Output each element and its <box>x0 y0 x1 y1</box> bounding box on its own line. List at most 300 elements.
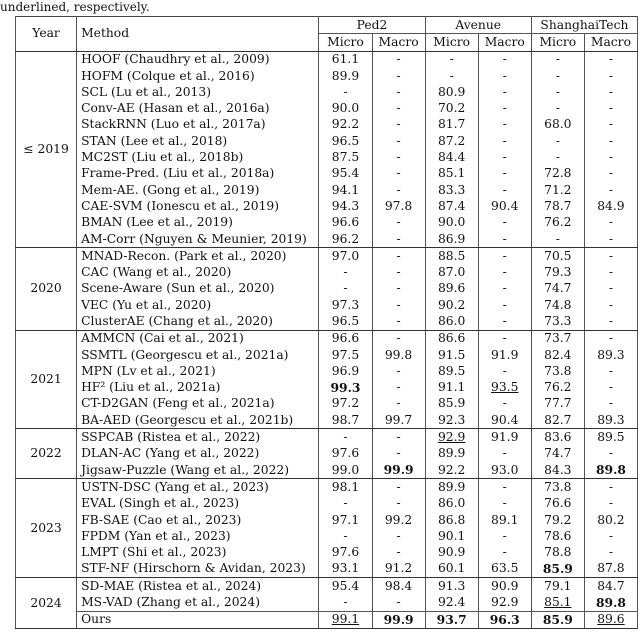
score-cell <box>319 313 372 330</box>
subheader-micro: Micro <box>319 34 372 51</box>
score-value: - <box>396 331 401 346</box>
score-value: 60.1 <box>437 561 466 576</box>
score-value: - <box>396 265 401 280</box>
score-value: 63.5 <box>491 561 519 576</box>
score-cell <box>372 51 425 68</box>
results-table <box>15 16 638 629</box>
score-value: - <box>502 281 507 296</box>
score-value: - <box>502 166 507 181</box>
score-value: - <box>608 231 613 246</box>
method-cell: CAE-SVM (Ionescu et al., 2019) <box>77 198 319 214</box>
score-cell <box>584 313 637 330</box>
header-ped2: Ped2 <box>319 17 425 34</box>
score-cell <box>425 611 478 628</box>
score-value: 79.1 <box>544 578 572 593</box>
score-cell <box>372 133 425 149</box>
score-value: - <box>396 396 401 411</box>
score-cell <box>531 479 584 496</box>
score-cell <box>478 330 531 347</box>
score-value: - <box>555 101 560 116</box>
score-value: 96.6 <box>331 331 360 346</box>
score-cell <box>319 396 372 412</box>
score-value: - <box>396 430 401 445</box>
table-row-ours <box>16 611 638 628</box>
score-cell <box>425 166 478 182</box>
method-cell: STAN (Lee et al., 2018) <box>77 133 319 149</box>
score-value: - <box>608 297 613 312</box>
score-cell <box>478 611 531 628</box>
score-value: 89.6 <box>437 281 466 296</box>
score-cell <box>478 446 531 462</box>
score-value: 90.9 <box>437 545 466 560</box>
score-value: 87.0 <box>437 265 466 280</box>
score-cell <box>584 330 637 347</box>
score-value: 96.3 <box>489 611 520 627</box>
score-value: 86.6 <box>437 331 466 346</box>
score-cell <box>319 479 372 496</box>
score-value: 99.2 <box>384 512 413 527</box>
score-value: - <box>608 363 613 378</box>
score-cell <box>584 68 637 84</box>
year-cell: 2021 <box>16 330 77 429</box>
score-cell <box>478 545 531 561</box>
method-cell: MNAD-Recon. (Park et al., 2020) <box>77 248 319 265</box>
score-value: - <box>343 430 348 445</box>
score-value: 95.4 <box>331 166 360 181</box>
score-cell <box>531 412 584 429</box>
score-value: 97.1 <box>331 512 360 527</box>
header-method: Method <box>77 17 319 52</box>
score-cell <box>584 264 637 280</box>
score-cell <box>531 528 584 544</box>
table-row <box>16 84 638 100</box>
score-cell <box>372 594 425 611</box>
score-cell <box>478 68 531 84</box>
score-cell <box>478 215 531 231</box>
score-value: 92.4 <box>437 595 466 610</box>
score-value: - <box>502 68 507 83</box>
score-value: - <box>555 68 560 83</box>
score-value: 89.5 <box>437 363 466 378</box>
score-cell <box>372 545 425 561</box>
score-value: 80.9 <box>437 84 466 99</box>
score-value: 70.5 <box>544 248 572 263</box>
score-cell <box>425 561 478 578</box>
score-cell <box>372 396 425 412</box>
score-value: 89.9 <box>331 68 360 83</box>
score-value: 90.4 <box>491 412 519 427</box>
score-value: - <box>343 496 348 511</box>
score-cell <box>425 594 478 611</box>
score-cell <box>478 149 531 165</box>
table-row <box>16 578 638 595</box>
score-value: - <box>608 215 613 230</box>
score-cell <box>531 496 584 512</box>
score-cell <box>478 429 531 446</box>
score-cell <box>425 68 478 84</box>
table-row <box>16 462 638 479</box>
score-cell <box>584 117 637 133</box>
table-row <box>16 166 638 182</box>
score-value: 99.9 <box>383 462 414 478</box>
method-cell: Jigsaw-Puzzle (Wang et al., 2022) <box>77 462 319 479</box>
score-cell <box>372 264 425 280</box>
score-value: - <box>396 528 401 543</box>
score-value: 78.8 <box>544 545 572 560</box>
score-value: - <box>502 182 507 197</box>
score-value: - <box>608 528 613 543</box>
score-cell <box>584 528 637 544</box>
score-cell <box>425 330 478 347</box>
score-value: 86.0 <box>437 496 466 511</box>
table-row <box>16 198 638 214</box>
score-cell <box>372 347 425 363</box>
score-cell <box>319 149 372 165</box>
score-cell <box>531 133 584 149</box>
score-value: 92.9 <box>437 430 466 445</box>
score-cell <box>319 166 372 182</box>
score-value: 85.9 <box>542 560 573 576</box>
method-cell: MC2ST (Liu et al., 2018b) <box>77 149 319 165</box>
score-value: 87.4 <box>437 198 466 213</box>
method-cell: FB-SAE (Cao et al., 2023) <box>77 512 319 528</box>
score-value: - <box>343 595 348 610</box>
score-cell <box>531 429 584 446</box>
score-cell <box>319 248 372 265</box>
score-value: 85.1 <box>437 166 466 181</box>
score-value: - <box>343 528 348 543</box>
score-value: - <box>396 479 401 494</box>
score-value: - <box>396 52 401 67</box>
score-value: 97.6 <box>331 545 360 560</box>
score-value: 70.2 <box>437 101 466 116</box>
score-cell <box>531 313 584 330</box>
score-cell <box>319 297 372 313</box>
score-value: - <box>396 446 401 461</box>
score-cell <box>372 182 425 198</box>
score-value: 73.8 <box>544 479 572 494</box>
table-row <box>16 545 638 561</box>
score-cell <box>372 84 425 100</box>
score-cell <box>372 166 425 182</box>
score-value: 99.7 <box>384 412 413 427</box>
score-cell <box>478 512 531 528</box>
subheader-micro: Micro <box>531 34 584 51</box>
year-cell: ≤ 2019 <box>16 51 77 248</box>
score-cell <box>584 512 637 528</box>
score-cell <box>372 446 425 462</box>
score-cell <box>531 578 584 595</box>
method-cell: ClusterAE (Chang et al., 2020) <box>77 313 319 330</box>
method-cell: VEC (Yu et al., 2020) <box>77 297 319 313</box>
score-value: - <box>608 166 613 181</box>
score-value: 78.6 <box>544 528 572 543</box>
score-cell <box>372 297 425 313</box>
method-cell: MPN (Lv et al., 2021) <box>77 363 319 379</box>
header-shanghaitech: ShanghaiTech <box>531 17 637 34</box>
score-cell <box>319 578 372 595</box>
score-cell <box>531 594 584 611</box>
score-value: 89.8 <box>595 462 626 478</box>
score-value: 91.3 <box>437 578 466 593</box>
score-value: 86.9 <box>437 231 466 246</box>
subheader-macro: Macro <box>372 34 425 51</box>
score-value: 93.7 <box>436 611 467 627</box>
score-cell <box>372 149 425 165</box>
score-value: 98.7 <box>331 412 360 427</box>
score-cell <box>372 479 425 496</box>
score-cell <box>478 297 531 313</box>
method-cell: BA-AED (Georgescu et al., 2021b) <box>77 412 319 429</box>
score-cell <box>425 313 478 330</box>
score-cell <box>478 182 531 198</box>
score-value: 61.1 <box>331 52 360 67</box>
score-cell <box>425 496 478 512</box>
table-row <box>16 100 638 116</box>
method-cell: Ours <box>77 611 319 628</box>
score-cell <box>425 215 478 231</box>
score-cell <box>319 462 372 479</box>
score-cell <box>425 281 478 297</box>
score-value: 98.1 <box>331 479 360 494</box>
score-value: 90.1 <box>437 528 466 543</box>
score-cell <box>478 528 531 544</box>
table-row <box>16 231 638 248</box>
score-cell <box>584 496 637 512</box>
score-value: - <box>396 68 401 83</box>
score-value: 91.2 <box>384 561 413 576</box>
score-value: 99.9 <box>383 611 414 627</box>
score-cell <box>319 330 372 347</box>
score-value: - <box>608 380 613 395</box>
score-value: - <box>343 84 348 99</box>
score-value: 94.3 <box>331 198 360 213</box>
score-cell <box>372 578 425 595</box>
score-value: - <box>396 313 401 328</box>
score-value: - <box>502 363 507 378</box>
score-value: - <box>396 297 401 312</box>
score-value: - <box>555 150 560 165</box>
score-cell <box>319 528 372 544</box>
subheader-micro: Micro <box>425 34 478 51</box>
table-row <box>16 528 638 544</box>
score-value: 84.7 <box>597 578 625 593</box>
score-cell <box>319 611 372 628</box>
score-cell <box>319 264 372 280</box>
score-cell <box>531 611 584 628</box>
score-value: - <box>608 182 613 197</box>
score-cell <box>372 215 425 231</box>
score-value: 90.0 <box>437 215 466 230</box>
score-value: 84.3 <box>544 462 572 477</box>
score-value: 92.2 <box>437 462 466 477</box>
score-cell <box>425 149 478 165</box>
score-value: - <box>449 52 454 67</box>
score-cell <box>478 578 531 595</box>
score-cell <box>531 363 584 379</box>
score-value: 87.8 <box>597 561 625 576</box>
score-value: 93.5 <box>491 380 519 395</box>
score-value: 82.4 <box>544 347 572 362</box>
score-value: 74.7 <box>544 281 572 296</box>
score-cell <box>584 133 637 149</box>
year-cell: 2023 <box>16 479 77 578</box>
method-cell: USTN-DSC (Yang et al., 2023) <box>77 479 319 496</box>
score-value: 95.4 <box>331 578 360 593</box>
score-cell <box>531 198 584 214</box>
score-cell <box>372 512 425 528</box>
score-value: - <box>502 52 507 67</box>
score-cell <box>584 51 637 68</box>
score-value: - <box>608 331 613 346</box>
score-cell <box>372 528 425 544</box>
score-value: 89.5 <box>597 430 625 445</box>
score-cell <box>478 479 531 496</box>
score-cell <box>478 380 531 396</box>
score-cell <box>531 117 584 133</box>
header-year: Year <box>16 17 77 52</box>
score-cell <box>584 578 637 595</box>
score-value: - <box>608 117 613 132</box>
table-row <box>16 512 638 528</box>
score-cell <box>478 84 531 100</box>
score-cell <box>319 545 372 561</box>
method-cell: LMPT (Shi et al., 2023) <box>77 545 319 561</box>
score-value: - <box>396 496 401 511</box>
table-row <box>16 594 638 611</box>
score-cell <box>425 446 478 462</box>
score-value: 76.6 <box>544 496 572 511</box>
score-value: 83.6 <box>544 430 572 445</box>
score-cell <box>319 100 372 116</box>
table-row <box>16 51 638 68</box>
score-value: 90.2 <box>437 297 466 312</box>
score-cell <box>584 396 637 412</box>
table-row <box>16 363 638 379</box>
score-cell <box>319 68 372 84</box>
score-cell <box>372 68 425 84</box>
score-cell <box>531 297 584 313</box>
score-value: - <box>608 479 613 494</box>
score-value: - <box>502 528 507 543</box>
score-value: 94.1 <box>331 182 360 197</box>
score-value: - <box>502 248 507 263</box>
score-cell <box>425 512 478 528</box>
score-cell <box>584 446 637 462</box>
score-value: 96.2 <box>331 231 360 246</box>
score-value: - <box>502 150 507 165</box>
score-cell <box>531 248 584 265</box>
score-value: 74.8 <box>544 297 572 312</box>
score-cell <box>478 396 531 412</box>
score-value: - <box>555 231 560 246</box>
score-cell <box>531 380 584 396</box>
score-cell <box>584 248 637 265</box>
score-cell <box>319 84 372 100</box>
score-cell <box>425 578 478 595</box>
score-value: 90.4 <box>491 198 519 213</box>
score-value: - <box>555 52 560 67</box>
score-cell <box>425 117 478 133</box>
score-value: 88.5 <box>437 248 466 263</box>
score-value: 74.7 <box>544 446 572 461</box>
score-value: 91.5 <box>437 347 466 362</box>
score-cell <box>531 166 584 182</box>
score-value: 80.2 <box>597 512 625 527</box>
year-cell: 2024 <box>16 578 77 629</box>
score-cell <box>425 479 478 496</box>
score-cell <box>584 561 637 578</box>
score-cell <box>584 182 637 198</box>
score-value: - <box>608 248 613 263</box>
table-row <box>16 380 638 396</box>
score-value: - <box>608 68 613 83</box>
score-value: - <box>608 84 613 99</box>
score-value: - <box>396 545 401 560</box>
score-value: - <box>608 313 613 328</box>
score-cell <box>425 528 478 544</box>
score-value: 89.6 <box>597 612 625 627</box>
score-cell <box>319 51 372 68</box>
score-value: 92.9 <box>491 595 519 610</box>
score-value: 85.9 <box>542 611 573 627</box>
score-cell <box>584 479 637 496</box>
score-cell <box>531 512 584 528</box>
score-value: 79.2 <box>544 512 572 527</box>
score-cell <box>319 412 372 429</box>
score-value: - <box>396 182 401 197</box>
score-cell <box>584 594 637 611</box>
score-cell <box>425 545 478 561</box>
score-cell <box>478 198 531 214</box>
method-cell: HOFM (Colque et al., 2016) <box>77 68 319 84</box>
table-row <box>16 496 638 512</box>
score-cell <box>531 182 584 198</box>
score-value: - <box>396 281 401 296</box>
score-cell <box>425 363 478 379</box>
score-value: - <box>396 231 401 246</box>
score-value: 97.2 <box>331 396 360 411</box>
score-value: 87.5 <box>331 150 360 165</box>
score-cell <box>531 84 584 100</box>
score-value: 98.4 <box>384 578 413 593</box>
score-value: - <box>608 545 613 560</box>
score-cell <box>478 462 531 479</box>
score-cell <box>372 198 425 214</box>
score-cell <box>478 281 531 297</box>
score-cell <box>478 100 531 116</box>
score-value: 96.6 <box>331 215 360 230</box>
score-value: - <box>396 248 401 263</box>
score-value: 99.8 <box>384 347 413 362</box>
score-value: - <box>502 297 507 312</box>
score-cell <box>319 281 372 297</box>
score-cell <box>478 347 531 363</box>
score-cell <box>584 166 637 182</box>
score-cell <box>425 380 478 396</box>
score-value: - <box>555 84 560 99</box>
score-value: - <box>608 396 613 411</box>
method-cell: BMAN (Lee et al., 2019) <box>77 215 319 231</box>
score-value: - <box>502 101 507 116</box>
score-cell <box>372 380 425 396</box>
score-cell <box>478 133 531 149</box>
score-cell <box>531 281 584 297</box>
score-value: - <box>608 281 613 296</box>
score-cell <box>425 462 478 479</box>
method-cell: SCL (Lu et al., 2013) <box>77 84 319 100</box>
score-value: 96.5 <box>331 133 360 148</box>
